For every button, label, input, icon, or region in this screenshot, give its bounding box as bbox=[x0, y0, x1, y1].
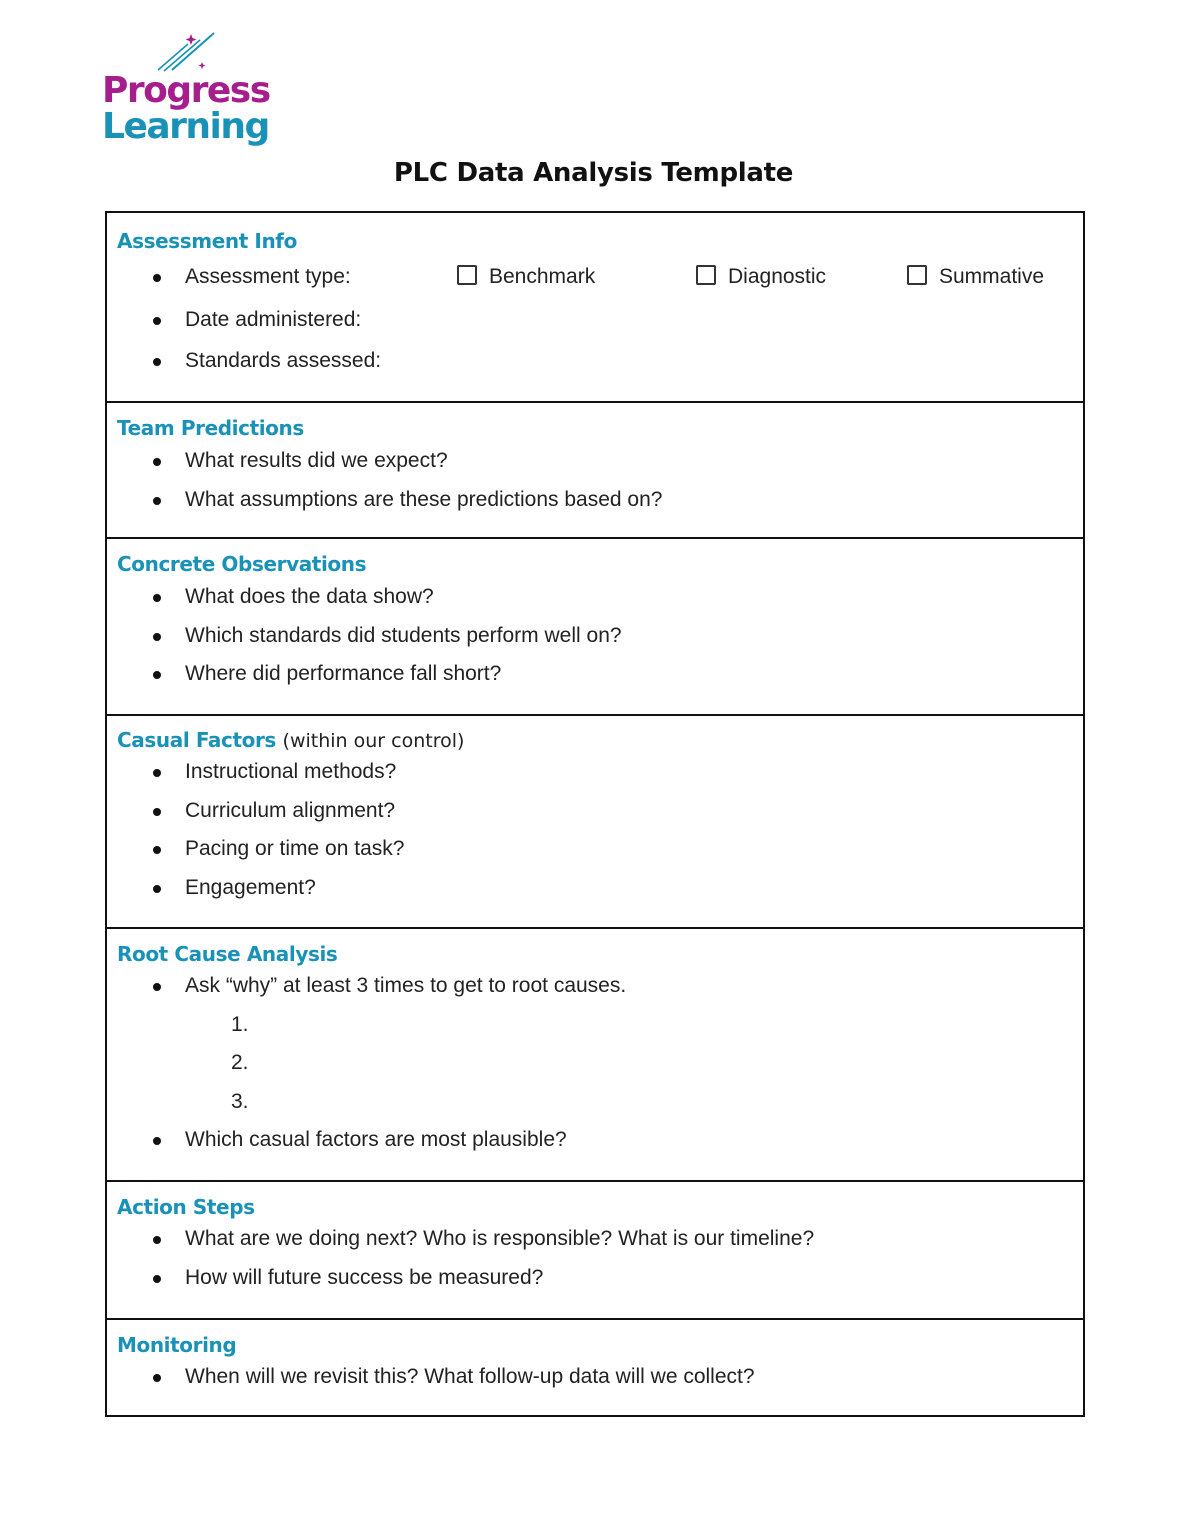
list-item-text: Curriculum alignment? bbox=[185, 798, 396, 822]
bullet-icon bbox=[153, 1137, 161, 1145]
list-item bbox=[117, 792, 1073, 831]
bullet-icon bbox=[153, 671, 161, 679]
list-item-text: Instructional methods? bbox=[185, 760, 397, 783]
logo-word-progress: Progress bbox=[102, 70, 270, 111]
bullet-icon bbox=[153, 808, 161, 816]
bullet-icon bbox=[153, 458, 161, 466]
why-item: 2. bbox=[231, 1051, 249, 1074]
bullet-icon bbox=[153, 1275, 161, 1283]
list-item-text: What are we doing next? Who is responsible? What is our timeline? bbox=[185, 1227, 815, 1250]
list-item-text: Engagement? bbox=[185, 875, 316, 899]
bullet-icon bbox=[153, 594, 161, 602]
list-item bbox=[117, 617, 1073, 656]
bullet-icon bbox=[153, 983, 161, 991]
section-monitoring bbox=[105, 1320, 1085, 1417]
list-item bbox=[117, 1259, 1073, 1298]
list-item-text: Standards assessed: bbox=[185, 348, 382, 372]
bullet-icon bbox=[153, 1236, 161, 1244]
section-heading: Team Predictions bbox=[117, 416, 304, 440]
analysis-form bbox=[105, 211, 1085, 1417]
checkbox-label: Diagnostic bbox=[728, 265, 827, 288]
progress-learning-logo bbox=[102, 30, 272, 150]
list-item bbox=[117, 967, 1073, 1006]
bullet-icon bbox=[153, 846, 161, 854]
section-heading-note: (within our control) bbox=[282, 730, 465, 752]
standards-assessed-item bbox=[117, 342, 1073, 381]
bullet-icon bbox=[153, 1374, 161, 1382]
section-heading-text: Casual Factors bbox=[117, 728, 276, 752]
why-item: 3. bbox=[231, 1089, 249, 1113]
list-item bbox=[117, 1121, 1073, 1160]
bullet-icon bbox=[153, 317, 161, 325]
section-root-cause-analysis bbox=[105, 929, 1085, 1182]
list-item bbox=[117, 442, 1073, 481]
list-item bbox=[117, 481, 1073, 520]
section-heading: Monitoring bbox=[117, 1333, 237, 1357]
bullet-icon bbox=[153, 885, 161, 893]
list-item-text: Where did performance fall short? bbox=[185, 662, 502, 685]
bullet-icon bbox=[153, 274, 161, 282]
section-heading: Concrete Observations bbox=[117, 552, 367, 576]
list-item-text: Ask “why” at least 3 times to get to root causes. bbox=[185, 974, 627, 997]
section-casual-factors bbox=[105, 716, 1085, 929]
section-heading bbox=[117, 728, 1073, 752]
list-item bbox=[117, 869, 1073, 908]
page-title: PLC Data Analysis Template bbox=[393, 158, 794, 188]
checkbox-label: Benchmark bbox=[489, 265, 596, 288]
checkbox-summative[interactable] bbox=[907, 258, 1044, 297]
list-item-text: When will we revisit this? What follow-up data will we collect? bbox=[185, 1365, 755, 1388]
list-item-text: How will future success be measured? bbox=[185, 1265, 544, 1289]
checkbox-icon bbox=[457, 265, 477, 285]
list-item bbox=[117, 1358, 1073, 1397]
list-item-text: Which standards did students perform well on? bbox=[185, 623, 622, 647]
checkbox-benchmark[interactable] bbox=[457, 258, 595, 297]
section-heading: Root Cause Analysis bbox=[117, 942, 338, 966]
list-item bbox=[117, 655, 1073, 694]
list-item bbox=[117, 830, 1073, 869]
checkbox-label: Summative bbox=[939, 265, 1045, 288]
bullet-icon bbox=[153, 633, 161, 641]
bullet-icon bbox=[153, 358, 161, 366]
list-item-text: What assumptions are these predictions based on? bbox=[185, 487, 663, 511]
list-item-text: Which casual factors are most plausible? bbox=[185, 1128, 567, 1151]
list-item bbox=[117, 578, 1073, 617]
logo-word-learning: Learning bbox=[102, 106, 269, 147]
assessment-type-label: Assessment type: bbox=[185, 265, 351, 288]
bullet-icon bbox=[153, 497, 161, 505]
checkbox-diagnostic[interactable] bbox=[696, 258, 826, 297]
checkbox-icon bbox=[907, 265, 927, 285]
list-item-text: What does the data show? bbox=[185, 585, 434, 608]
assessment-type-item bbox=[117, 258, 1073, 296]
list-item-text: Pacing or time on task? bbox=[185, 837, 405, 860]
shooting-star-icon bbox=[154, 30, 224, 74]
why-list bbox=[117, 1006, 1073, 1122]
bullet-icon bbox=[153, 769, 161, 777]
section-action-steps bbox=[105, 1182, 1085, 1320]
list-item-text: What results did we expect? bbox=[185, 449, 448, 472]
list-item bbox=[117, 1220, 1073, 1259]
section-heading: Action Steps bbox=[117, 1195, 255, 1219]
checkbox-icon bbox=[696, 265, 716, 285]
section-concrete-observations bbox=[105, 539, 1085, 716]
section-heading: Assessment Info bbox=[117, 229, 297, 253]
section-assessment-info bbox=[105, 211, 1085, 403]
section-team-predictions bbox=[105, 403, 1085, 539]
date-administered-item bbox=[117, 301, 1073, 340]
list-item bbox=[117, 753, 1073, 792]
list-item-text: Date administered: bbox=[185, 308, 362, 331]
why-item: 1. bbox=[231, 1012, 249, 1036]
